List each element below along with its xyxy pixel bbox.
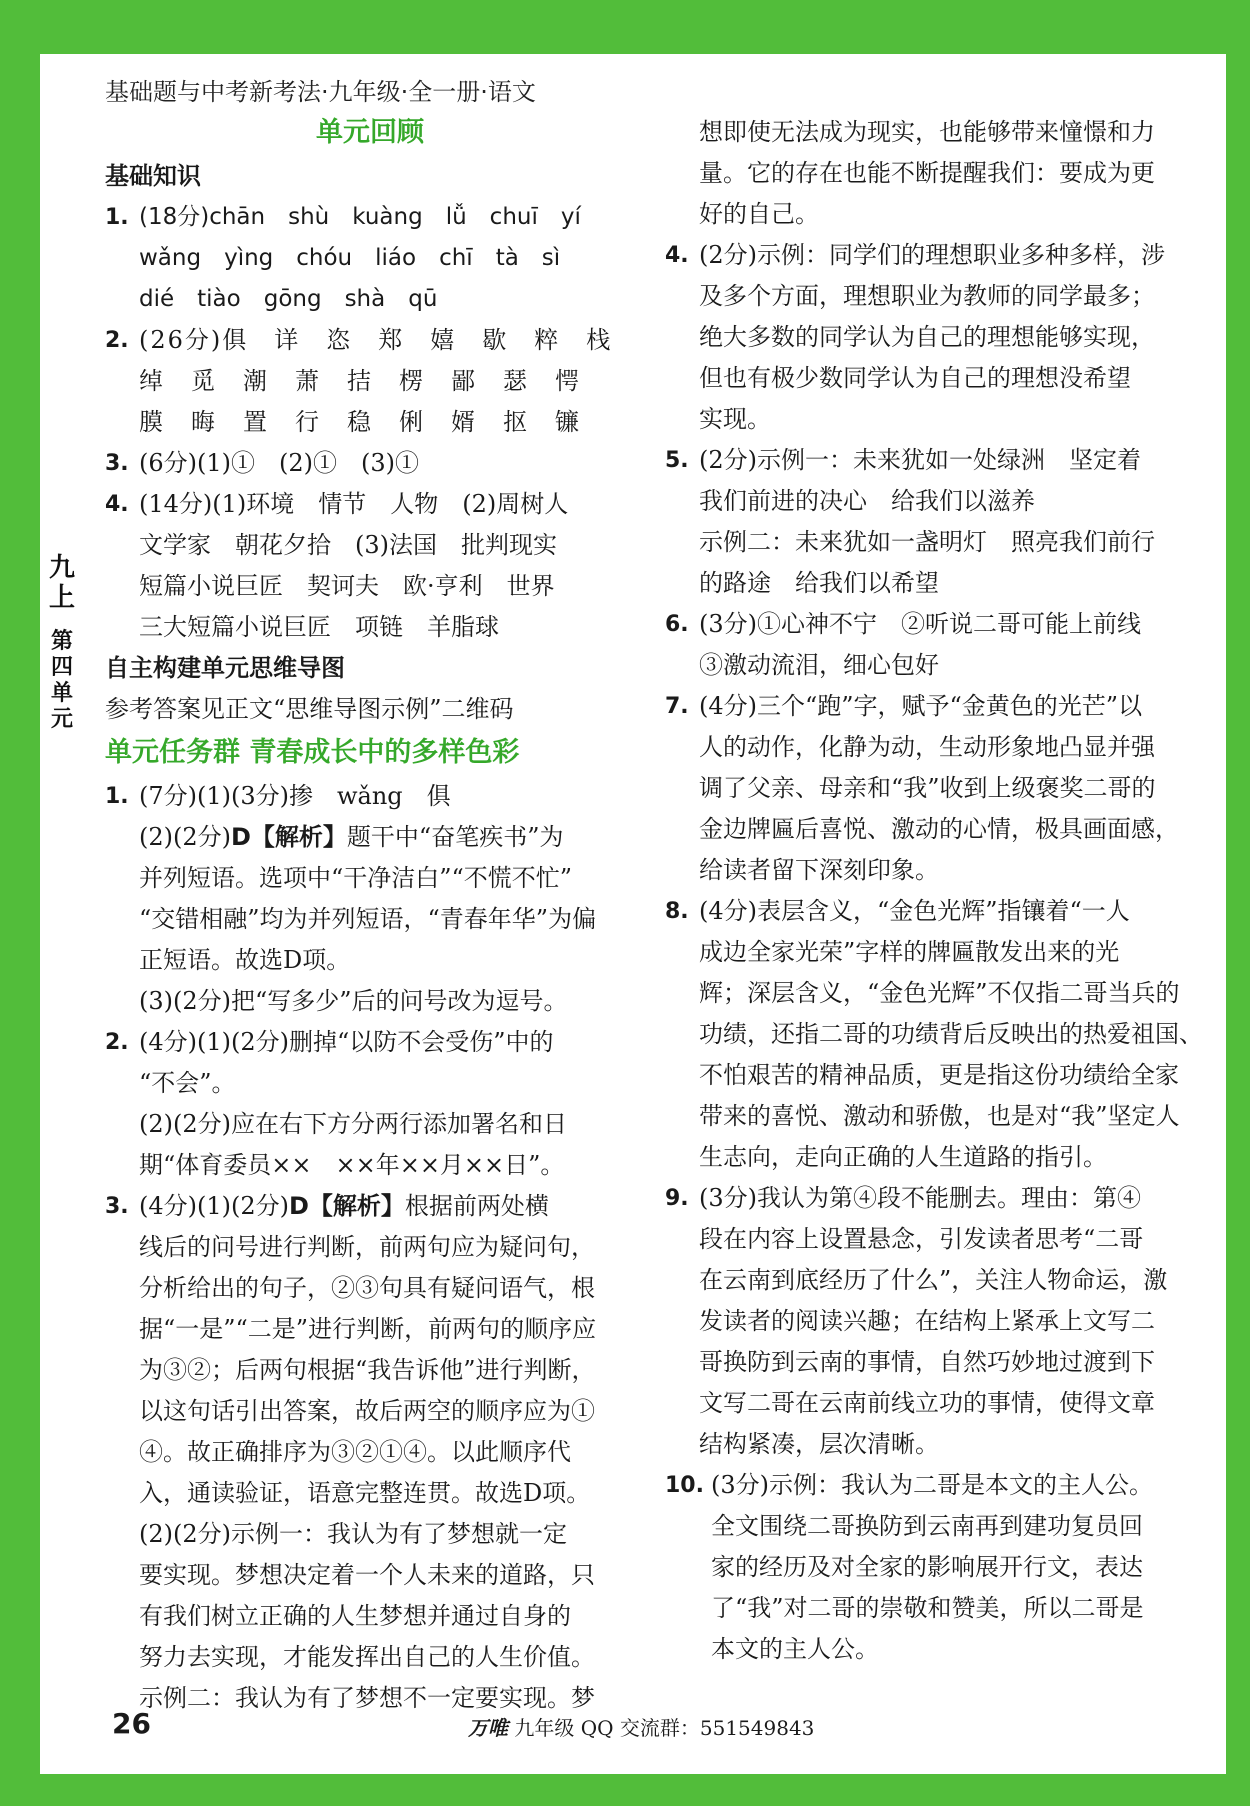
qq-group: 九年级 QQ 交流群：551549843 <box>514 1716 815 1740</box>
green-frame-top <box>0 0 1250 54</box>
item-number: 9. <box>665 1186 689 1211</box>
item-number: 1. <box>105 784 129 809</box>
analysis-tag: 【解析】 <box>250 823 347 851</box>
item-number: 7. <box>665 694 689 719</box>
mindmap-note: 参考答案见正文“思维导图示例”二维码 <box>105 695 514 723</box>
answer-letter: D <box>289 1192 309 1220</box>
answer-item-r8: 8. (4分)表层含义，“金色光辉”指镶着“一人 成边全家光荣”字样的牌匾散发出来的光 辉；深层含义，“金色光辉”不仅指二哥当兵的 功绩，还指二哥的功绩背后反映出的热爱祖国、 不怕艰苦的精神品质，更是指这份功绩给全家 带来的喜悦、激动和骄傲，也是对“我”坚定人 生志向，走向正确的人生道路的指引。 <box>665 891 1195 1178</box>
answer-item-r5: 5. (2分)示例一：未来犹如一处绿洲 坚定着 我们前进的决心 给我们以滋养 示例二：未来犹如一盏明灯 照亮我们前行 的路途 给我们以希望 <box>665 440 1195 604</box>
answer-item-r7: 7. (4分)三个“跑”字，赋予“金黄色的光芒”以 人的动作，化静为动，生动形象地凸显并强 调了父亲、母亲和“我”收到上级褒奖二哥的 金边牌匾后喜悦、激动的心情，极具画面感， 给读者留下深刻印象。 <box>665 686 1195 891</box>
item-number: 5. <box>665 448 689 473</box>
green-frame-left <box>0 0 40 1806</box>
item-number: 8. <box>665 899 689 924</box>
section-basic-knowledge: 基础知识 <box>105 162 201 190</box>
section-title-review: 单元回顾 <box>316 117 424 148</box>
item-number: 3. <box>105 451 129 476</box>
brand-logo: 万唯 <box>468 1716 508 1740</box>
answer-item-1: 1. (18分)chān shù kuàng lǚ chuī yí wǎng yìng chóu liáo chī tà sì dié tiào gōng shà qū <box>105 197 635 320</box>
answer-item-4: 4. (14分)(1)环境 情节 人物 (2)周树人 文学家 朝花夕拾 (3)法国 批判现实 短篇小说巨匠 契诃夫 欧·亨利 世界 三大短篇小说巨匠 项链 羊脂球 <box>105 484 635 648</box>
task-item-1: 1. (7分)(1)(3分)掺 wǎng 俱 (2)(2分)D【解析】题干中“奋笔疾书”为 并列短语。选项中“干净洁白”“不慌不忙” “交错相融”均为并列短语，“青春年华”为偏 正短语。故选D项。 (3)(2分)把“写多少”后的问号改为逗号。 <box>105 776 635 1022</box>
answer-item-r4: 4. (2分)示例：同学们的理想职业多种多样，涉 及多个方面，理想职业为教师的同学最多； 绝大多数的同学认为自己的理想能够实现， 但也有极少数同学认为自己的理想没希望 实现。 <box>665 235 1195 440</box>
green-frame-right <box>1226 0 1250 1806</box>
page-header: 基础题与中考新考法·九年级·全一册·语文 <box>105 78 536 106</box>
task-item-3: 3. (4分)(1)(2分)D【解析】根据前两处横 线后的问号进行判断，前两句应为疑问句， 分析给出的句子，②③句具有疑问语气，根 据“一是”“二是”进行判断，前两句的顺序应 为③②；后两句根据“我告诉他”进行判断， 以这句话引出答案，故后两空的顺序应为① ④。故正确排序为③②①④。以此顺序代 入，通读验证，语意完整连贯。故选D项。 (2)(2分)示例一：我认为有了梦想就一定 要实现。梦想决定着一个人未来的道路，只 有我们树立正确的人生梦想并通过自身的 努力去实现，才能发挥出自己的人生价值。 示例二：我认为有了梦想不一定要实现。梦 <box>105 1186 635 1719</box>
item-number: 2. <box>105 328 129 353</box>
green-frame-bottom <box>0 1774 1250 1806</box>
answer-item-r6: 6. (3分)①心神不宁 ②听说二哥可能上前线 ③激动流泪，细心包好 <box>665 604 1195 686</box>
footer-brand <box>468 1712 814 1741</box>
item-number: 6. <box>665 612 689 637</box>
answer-letter: D <box>231 823 251 851</box>
answer-item-r9: 9. (3分)我认为第④段不能删去。理由：第④ 段在内容上设置悬念，引发读者思考“二哥 在云南到底经历了什么”，关注人物命运，激 发读者的阅读兴趣；在结构上紧承上文写二 哥换防到云南的事情，自然巧妙地过渡到下 文写二哥在云南前线立功的事情，使得文章 结构紧凑，层次清晰。 <box>665 1178 1195 1465</box>
analysis-tag: 【解析】 <box>308 1192 405 1220</box>
answer-item-3: 3. (6分)(1)① (2)① (3)① <box>105 443 635 484</box>
item-number: 4. <box>665 243 689 268</box>
item-number: 10. <box>665 1473 704 1498</box>
right-column <box>665 112 1203 1670</box>
side-tab <box>40 545 84 765</box>
answer-item-r10: 10. (3分)示例：我认为二哥是本文的主人公。 全文围绕二哥换防到云南再到建功复员回 家的经历及对全家的影响展开行文，表达 了“我”对二哥的崇敬和赞美，所以二哥是 本文的主人公。 <box>665 1465 1195 1670</box>
item-number: 4. <box>105 492 129 517</box>
side-tab-grade: 九 上 <box>48 553 75 613</box>
section-task-group: 单元任务群 青春成长中的多样色彩 <box>105 737 520 768</box>
item-number: 2. <box>105 1030 129 1055</box>
answer-item-2: 2. (26分)俱 详 恣 郑 嬉 歇 粹 栈 绰 觅 潮 萧 拮 楞 鄙 瑟 愕 膜 晦 置 行 稳 俐 婿 抠 镰 <box>105 320 635 443</box>
item-number: 1. <box>105 205 129 230</box>
left-column <box>105 110 635 1719</box>
side-tab-unit: 第 四 单 元 <box>50 629 73 732</box>
page-number: 26 <box>112 1707 151 1740</box>
item-number: 3. <box>105 1194 129 1219</box>
section-mindmap: 自主构建单元思维导图 <box>105 654 345 682</box>
continued-text: 想即使无法成为现实，也能够带来憧憬和力 量。它的存在也能不断提醒我们：要成为更 好的自己。 <box>699 118 1155 228</box>
task-item-2: 2. (4分)(1)(2分)删掉“以防不会受伤”中的 “不会”。 (2)(2分)应在右下方分两行添加署名和日 期“体育委员×× ××年××月××日”。 <box>105 1022 635 1186</box>
